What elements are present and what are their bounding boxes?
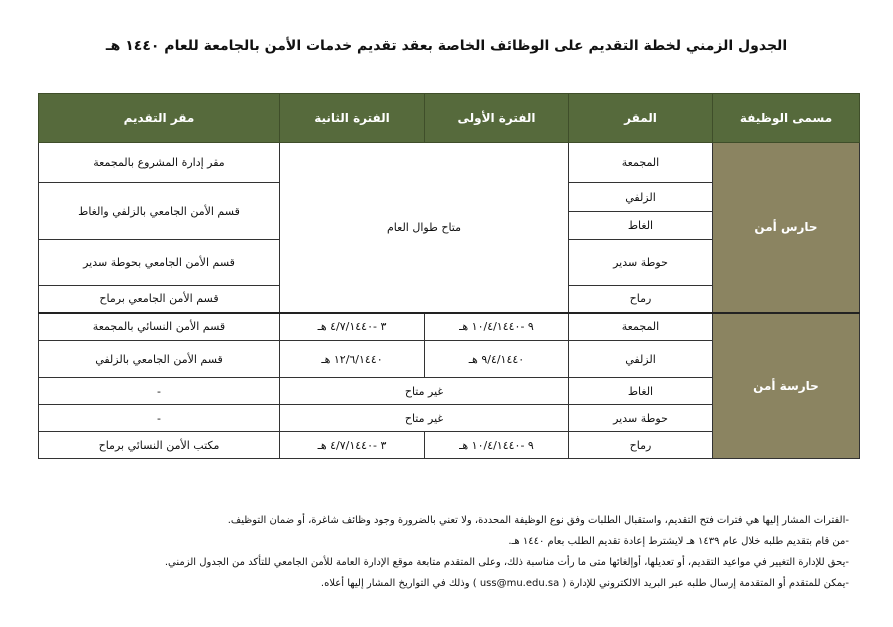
site-cell: الغاط	[569, 212, 713, 240]
hq-cell: مقر إدارة المشروع بالمجمعة	[39, 143, 280, 183]
header-row	[39, 94, 860, 143]
site-cell: المجمعة	[569, 313, 713, 341]
hq-cell: قسم الأمن الجامعي بالزلفي	[39, 341, 280, 378]
header-site: المقر	[569, 94, 713, 143]
site-cell: حوطة سدير	[569, 405, 713, 432]
period1-cell: ٩ -١٠/٤/١٤٤٠ هـ	[425, 313, 569, 341]
schedule-table	[38, 93, 860, 459]
site-cell: رماح	[569, 432, 713, 459]
hq-cell: قسم الأمن الجامعي بالزلفي والغاط	[39, 183, 280, 240]
note-item: -يحق للإدارة التغيير في مواعيد التقديم، أو تعديلها، أوإلغائها متى ما رأت مناسبة ذلك، وعلى المتقدم متابعة موقع الإدارة العامة للأمن الجامعي للتأكد من الجدول الزمني.	[164, 557, 849, 568]
site-cell: رماح	[569, 286, 713, 313]
hq-cell: -	[39, 378, 280, 405]
unavailable-cell: غير متاح	[280, 378, 569, 405]
table-row	[39, 313, 860, 341]
site-cell: المجمعة	[569, 143, 713, 183]
note-item: -من قام بتقديم طلبه خلال عام ١٤٣٩ هـ لايشترط إعادة تقديم الطلب بعام ١٤٤٠ هـ.	[508, 536, 849, 547]
period1-cell: ٩/٤/١٤٤٠ هـ	[425, 341, 569, 378]
hq-cell: -	[39, 405, 280, 432]
unavailable-cell: غير متاح	[280, 405, 569, 432]
site-cell: الزلفي	[569, 341, 713, 378]
period1-cell: ٩ -١٠/٤/١٤٤٠ هـ	[425, 432, 569, 459]
header-period1: الفترة الأولى	[425, 94, 569, 143]
hq-cell: قسم الأمن الجامعي بحوطة سدير	[39, 240, 280, 286]
header-hq: مقر التقديم	[39, 94, 280, 143]
note-item: -يمكن للمتقدم أو المتقدمة إرسال طلبه عبر البريد الالكتروني للإدارة ( uss@mu.edu.sa ) وذلك في التواريخ المشار إليها أعلاه.	[320, 578, 849, 589]
notes-block	[60, 510, 849, 594]
page-title: الجدول الزمني لخطة التقديم على الوظائف الخاصة بعقد تقديم خدمات الأمن بالجامعة للعام ١٤٤٠ هـ	[105, 38, 788, 54]
note-item: -الفترات المشار إليها هي فترات فتح التقديم، واستقبال الطلبات وفق نوع الوظيفة المحددة، ولا تعني بالضرورة وجود وظائف شاغرة، أو ضمان التوظيف.	[227, 515, 849, 526]
hq-cell: قسم الأمن الجامعي برماح	[39, 286, 280, 313]
site-cell: الزلفي	[569, 183, 713, 212]
table-row	[39, 143, 860, 183]
header-job: مسمى الوظيفة	[713, 94, 860, 143]
yearlong-cell: متاح طوال العام	[280, 143, 569, 313]
hq-cell: مكتب الأمن النسائي برماح	[39, 432, 280, 459]
job-title-male: حارس أمن	[713, 143, 860, 313]
site-cell: حوطة سدير	[569, 240, 713, 286]
period2-cell: ٣ -٤/٧/١٤٤٠ هـ	[280, 432, 425, 459]
job-title-female: حارسة أمن	[713, 313, 860, 459]
header-period2: الفترة الثانية	[280, 94, 425, 143]
period2-cell: ٣ -٤/٧/١٤٤٠ هـ	[280, 313, 425, 341]
site-cell: الغاط	[569, 378, 713, 405]
hq-cell: قسم الأمن النسائي بالمجمعة	[39, 313, 280, 341]
period2-cell: ١٢/٦/١٤٤٠ هـ	[280, 341, 425, 378]
